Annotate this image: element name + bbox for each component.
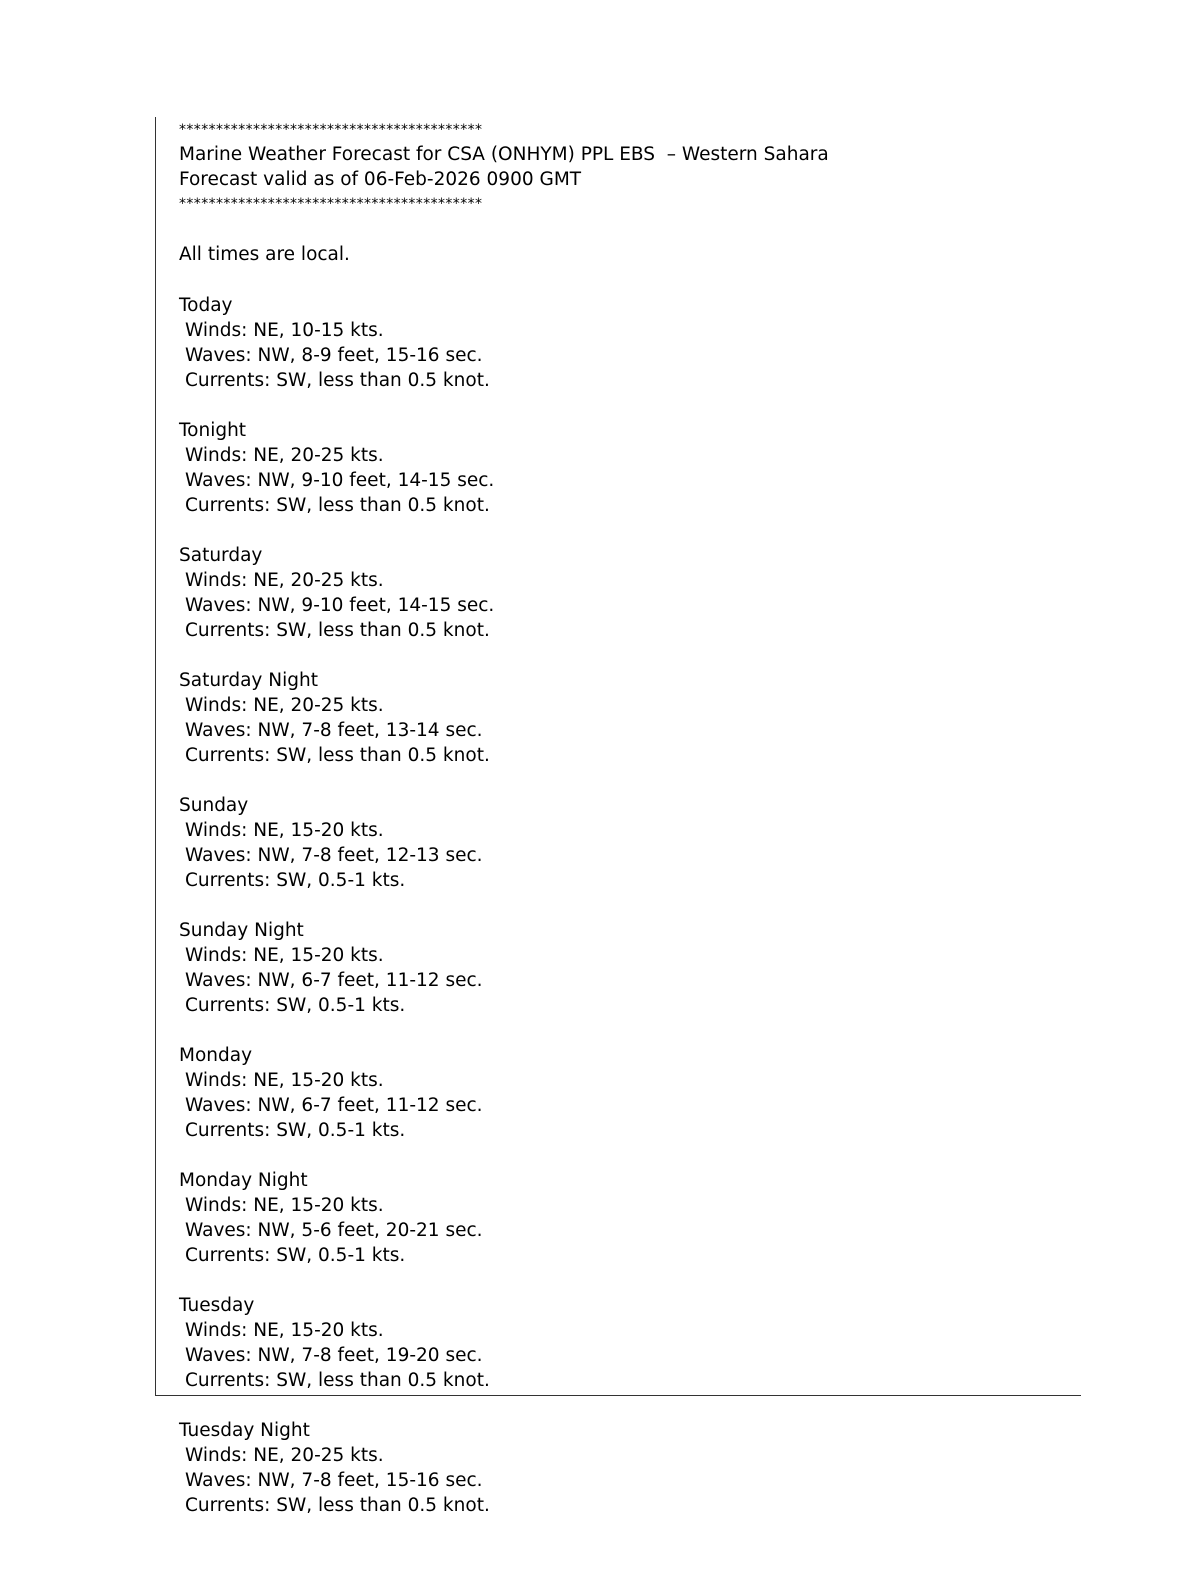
period-name: Sunday xyxy=(179,795,249,816)
period-saturday-night xyxy=(179,668,1059,768)
period-tuesday-night xyxy=(179,1418,1059,1518)
spacer xyxy=(179,267,1059,293)
period-waves: Waves: NW, 9-10 feet, 14-15 sec. xyxy=(185,595,495,616)
period-waves: Waves: NW, 7-8 feet, 12-13 sec. xyxy=(185,845,483,866)
period-tonight xyxy=(179,418,1059,518)
period-name: Monday xyxy=(179,1045,253,1066)
period-winds: Winds: NE, 20-25 kts. xyxy=(185,1445,384,1466)
period-waves: Waves: NW, 5-6 feet, 20-21 sec. xyxy=(185,1220,483,1241)
period-currents: Currents: SW, 0.5-1 kts. xyxy=(185,1245,406,1266)
forecast-title: Marine Weather Forecast for CSA (ONHYM) PPL EBS – Western Sahara xyxy=(179,144,829,165)
period-winds: Winds: NE, 15-20 kts. xyxy=(185,1070,384,1091)
period-currents: Currents: SW, less than 0.5 knot. xyxy=(185,1370,490,1391)
period-winds: Winds: NE, 15-20 kts. xyxy=(185,1195,384,1216)
period-currents: Currents: SW, less than 0.5 knot. xyxy=(185,1495,490,1516)
period-sunday-night xyxy=(179,918,1059,1018)
period-winds: Winds: NE, 20-25 kts. xyxy=(185,445,384,466)
period-name: Saturday Night xyxy=(179,670,318,691)
period-name: Tonight xyxy=(179,420,247,441)
period-currents: Currents: SW, 0.5-1 kts. xyxy=(185,995,406,1016)
period-saturday xyxy=(179,543,1059,643)
forecast-valid-time: Forecast valid as of 06-Feb-2026 0900 GMT xyxy=(179,169,582,190)
period-waves: Waves: NW, 7-8 feet, 19-20 sec. xyxy=(185,1345,483,1366)
period-currents: Currents: SW, less than 0.5 knot. xyxy=(185,745,490,766)
period-waves: Waves: NW, 9-10 feet, 14-15 sec. xyxy=(185,470,495,491)
frame-border-left xyxy=(155,117,156,1395)
period-currents: Currents: SW, 0.5-1 kts. xyxy=(185,870,406,891)
period-monday-night xyxy=(179,1168,1059,1268)
period-winds: Winds: NE, 15-20 kts. xyxy=(185,820,384,841)
period-name: Today xyxy=(179,295,233,316)
forecast-document xyxy=(179,118,1059,1543)
header-stars-top: ***************************************** xyxy=(179,122,483,138)
period-name: Saturday xyxy=(179,545,263,566)
period-name: Monday Night xyxy=(179,1170,308,1191)
period-waves: Waves: NW, 6-7 feet, 11-12 sec. xyxy=(185,1095,483,1116)
period-tuesday xyxy=(179,1293,1059,1393)
spacer xyxy=(179,216,1059,242)
period-winds: Winds: NE, 20-25 kts. xyxy=(185,570,384,591)
period-waves: Waves: NW, 7-8 feet, 15-16 sec. xyxy=(185,1470,483,1491)
period-winds: Winds: NE, 20-25 kts. xyxy=(185,695,384,716)
period-monday xyxy=(179,1043,1059,1143)
period-winds: Winds: NE, 10-15 kts. xyxy=(185,320,384,341)
period-currents: Currents: SW, less than 0.5 knot. xyxy=(185,620,490,641)
period-waves: Waves: NW, 7-8 feet, 13-14 sec. xyxy=(185,720,483,741)
period-sunday xyxy=(179,793,1059,893)
period-name: Tuesday Night xyxy=(179,1420,310,1441)
period-winds: Winds: NE, 15-20 kts. xyxy=(185,1320,384,1341)
period-currents: Currents: SW, less than 0.5 knot. xyxy=(185,370,490,391)
period-waves: Waves: NW, 6-7 feet, 11-12 sec. xyxy=(185,970,483,991)
period-currents: Currents: SW, less than 0.5 knot. xyxy=(185,495,490,516)
header-stars-bottom: ***************************************** xyxy=(179,196,483,212)
period-name: Sunday Night xyxy=(179,920,304,941)
times-note: All times are local. xyxy=(179,244,350,265)
period-waves: Waves: NW, 8-9 feet, 15-16 sec. xyxy=(185,345,483,366)
period-currents: Currents: SW, 0.5-1 kts. xyxy=(185,1120,406,1141)
period-winds: Winds: NE, 15-20 kts. xyxy=(185,945,384,966)
period-name: Tuesday xyxy=(179,1295,255,1316)
period-today xyxy=(179,293,1059,393)
